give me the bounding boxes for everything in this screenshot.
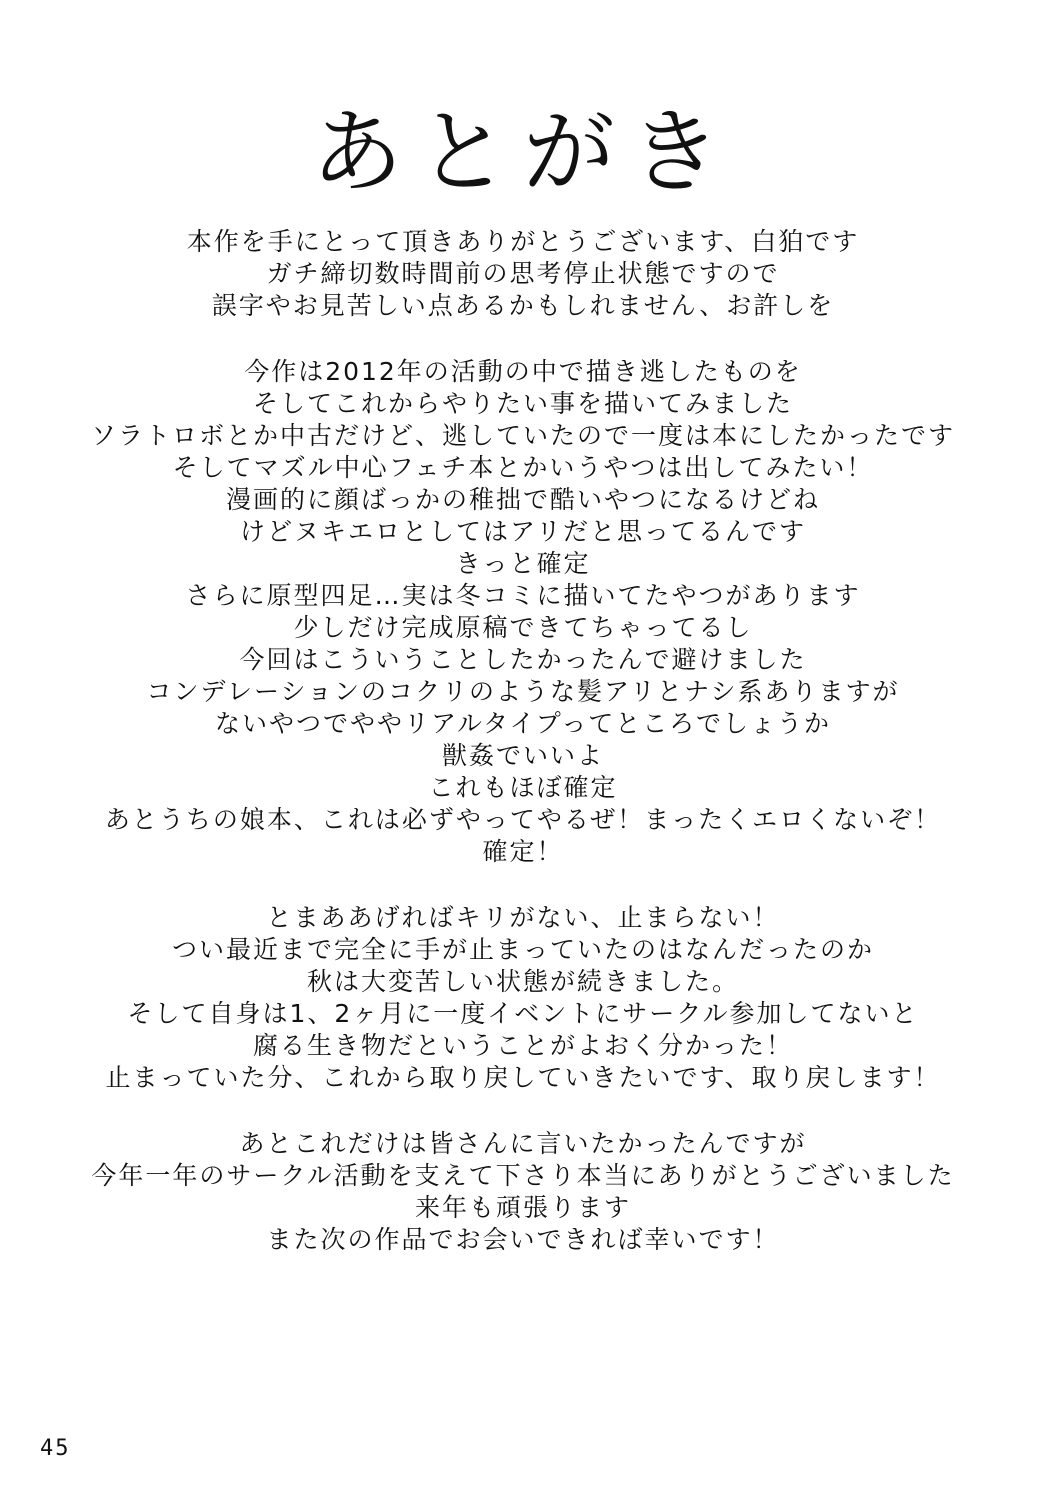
text-line: とまああげればキリがない、止まらない！ (266, 903, 780, 932)
text-line: 秋は大変苦しい状態が続きました。 (306, 967, 739, 996)
text-line: これもほぼ確定 (428, 773, 618, 802)
text-line: そしてこれからやりたい事を描いてみました (252, 389, 793, 418)
text-line: 今年一年のサークル活動を支えて下さり本当にありがとうございました (91, 1161, 955, 1190)
paragraph-2 (0, 356, 1046, 868)
text-line: 腐る生き物だということがよおく分かった！ (252, 1031, 793, 1060)
text-line: そしてマズル中心フェチ本とかいうやつは出してみたい！ (172, 453, 874, 482)
text-line: 獣姦でいいよ (441, 741, 604, 770)
text-line: 止まっていた分、これから取り戻していきたいです、取り戻します！ (105, 1063, 941, 1092)
text-line: 本作を手にとって頂きありがとうございます、白狛です (186, 227, 860, 256)
text-line: ガチ締切数時間前の思考停止状態ですので (266, 259, 780, 288)
text-line: 漫画的に顔ばっかの稚拙で酷いやつになるけどね (225, 485, 820, 514)
paragraph-1 (0, 226, 1046, 322)
text-line: 少しだけ完成原稿できてちゃってるし (293, 613, 753, 642)
text-line: ソラトロボとか中古だけど、逃していたので一度は本にしたかったです (90, 421, 955, 450)
paragraph-4 (0, 1128, 1046, 1256)
text-line: 誤字やお見苦しい点あるかもしれません、お許しを (211, 291, 835, 320)
text-line: あとうちの娘本、これは必ずやってやるぜ！まったくエロくないぞ！ (104, 805, 942, 834)
text-line: ないやつでややリアルタイプってところでしょうか (214, 709, 831, 738)
text-line: コンデレーションのコクリのような髪アリとナシ系ありますが (146, 677, 900, 706)
text-line: また次の作品でお会いできれば幸いです！ (266, 1225, 780, 1254)
text-line: つい最近まで完全に手が止まっていたのはなんだったのか (171, 935, 874, 964)
text-line: きっと確定 (455, 549, 591, 578)
text-line: さらに原型四足…実は冬コミに描いてたやつがあります (185, 581, 861, 610)
text-line: 今作は2012年の活動の中で描き逃したものを (244, 357, 802, 386)
page-title: あとがき (310, 99, 735, 206)
text-line: 来年も頑張ります (414, 1193, 631, 1222)
page-number: 45 (40, 1436, 71, 1461)
text-line: 今回はこういうことしたかったんで避けました (239, 645, 807, 674)
text-line: そして自身は1、2ヶ月に一度イベントにサークル参加してないと (127, 999, 919, 1028)
afterword-body (0, 226, 1046, 1290)
text-line: 確定！ (482, 837, 564, 866)
text-line: あとこれだけは皆さんに言いたかったんですが (239, 1129, 807, 1158)
paragraph-3 (0, 902, 1046, 1094)
text-line: けどヌキエロとしてはアリだと思ってるんです (239, 517, 806, 546)
